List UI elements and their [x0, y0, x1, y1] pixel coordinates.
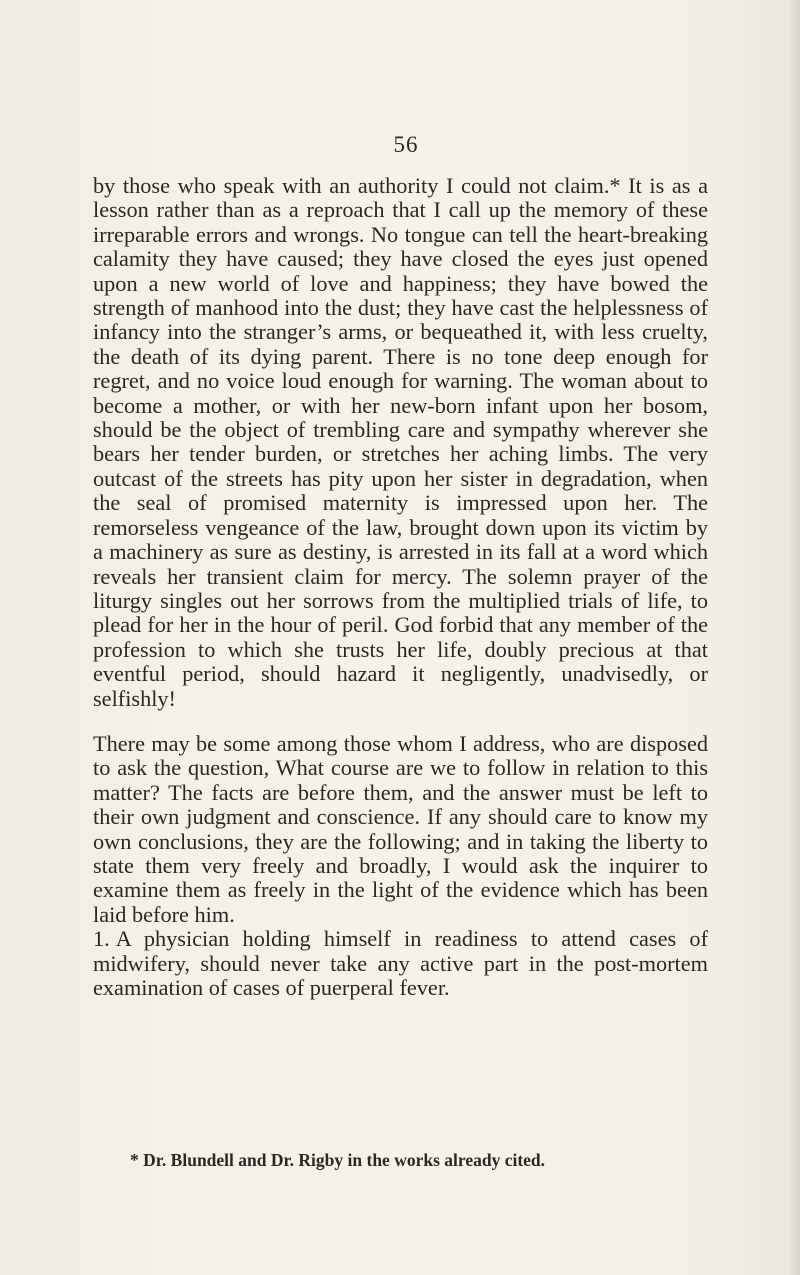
numbered-item-1-text: A physician holding himself in readiness to attend cases of midwifery, should never take any active part in the post-mortem examination of cases of puerperal fever.: [93, 926, 708, 1000]
numbered-item-1: [93, 927, 708, 1000]
footnote: * Dr. Blundell and Dr. Rigby in the works already cited.: [130, 1150, 546, 1170]
body-text: [93, 174, 708, 1000]
paragraph-1: by those who speak with an authority I could not claim.* It is as a lesson rather than as a reproach that I call up the memory of these irreparable errors and wrongs. No tongue can tell the heart-breaking calamity they have caused; they have closed the eyes just opened upon a new world of love and happiness; they have bowed the strength of manhood into the dust; they have cast the helplessness of infancy into the stranger’s arms, or bequeathed it, with less cruelty, the death of its dying parent. There is no tone deep enough for regret, and no voice loud enough for warning. The woman about to become a mother, or with her new-born infant upon her bosom, should be the object of trembling care and sympathy wherever she bears her tender burden, or stretches her aching limbs. The very outcast of the streets has pity upon her sister in degradation, when the seal of promised maternity is impressed upon her. The remorseless vengeance of the law, brought down upon its victim by a machinery as sure as destiny, is arrested in its fall at a word which reveals her transient claim for mercy. The solemn prayer of the liturgy singles out her sorrows from the multiplied trials of life, to plead for her in the hour of peril. God forbid that any member of the profession to which she trusts her life, doubly precious at that eventful period, should hazard it negligently, unadvisedly, or selfishly!: [93, 173, 708, 711]
page-edge-shadow: [788, 0, 800, 1275]
numbered-item-1-number: 1.: [93, 926, 110, 952]
page-number: 56: [393, 132, 419, 157]
paragraph-2: There may be some among those whom I address, who are disposed to ask the question, What course are we to follow in relation to this matter? The facts are before them, and the answer must be left to their own judgment and conscience. If any should care to know my own conclusions, they are the following; and in taking the liberty to state them very freely and broadly, I would ask the inquirer to examine them as freely in the light of the evidence which has been laid before him.: [93, 730, 708, 927]
